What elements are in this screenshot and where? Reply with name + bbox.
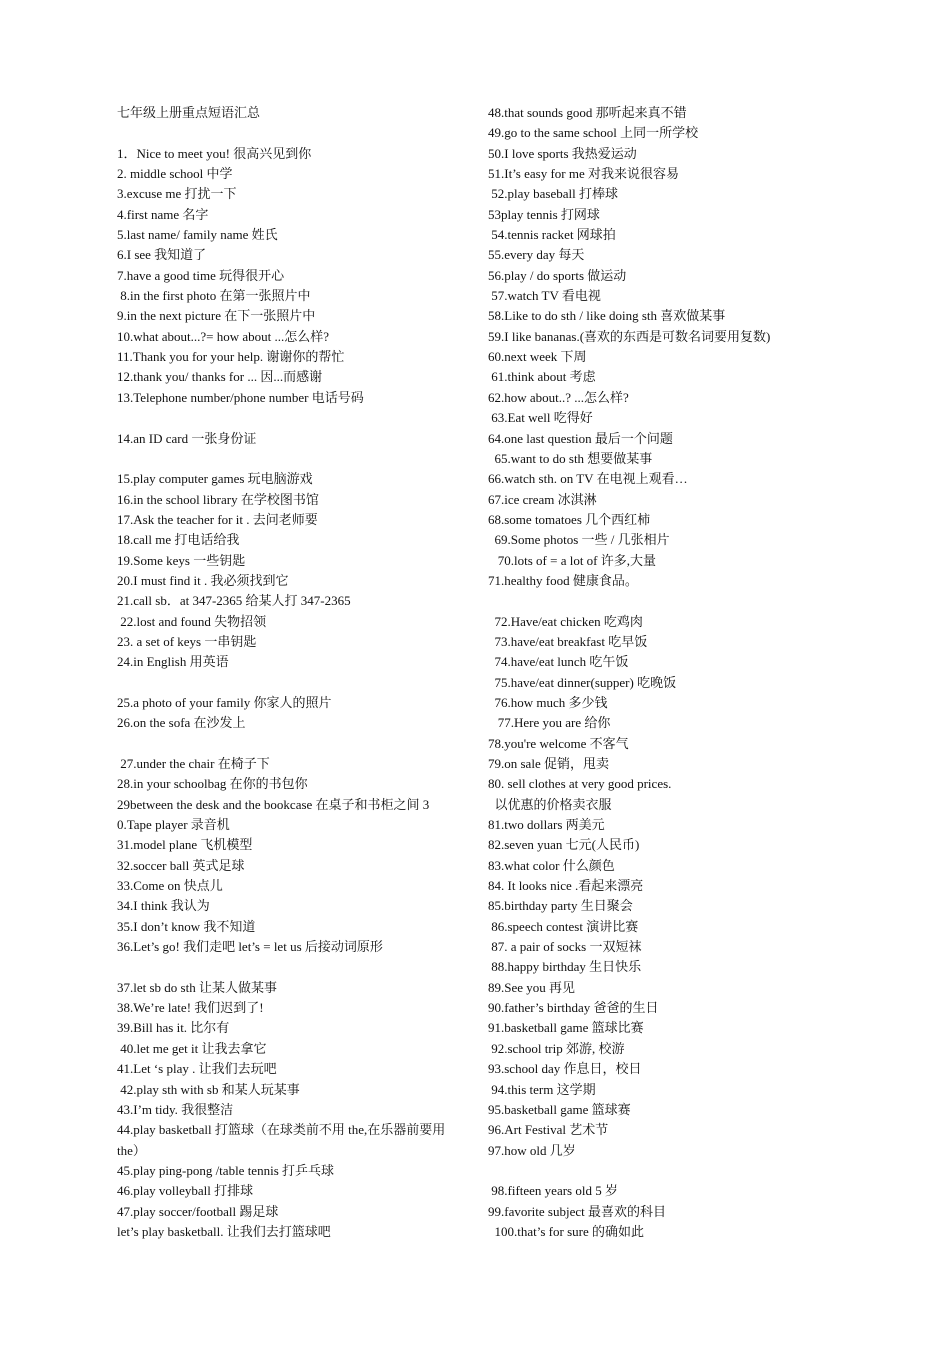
phrase-line: 10.what about...?= how about ...怎么样? — [117, 328, 330, 344]
phrase-line: 33.Come on 快点儿 — [117, 878, 223, 894]
phrase-line: 84. It looks nice .看起来漂亮 — [488, 878, 644, 894]
phrase-line — [117, 449, 467, 469]
phrase-line: 89.See you 再见 — [488, 979, 576, 995]
phrase-line: 7.have a good time 玩得很开心 — [117, 267, 285, 283]
phrase-line: 61.think about 考虑 — [488, 369, 596, 385]
phrase-line: 64.one last question 最后一个问题 — [488, 430, 673, 446]
phrase-line: 52.play baseball 打棒球 — [488, 186, 618, 202]
phrase-line: 97.how old 几岁 — [488, 1142, 576, 1158]
phrase-line: 77.Here you are 给你 — [488, 715, 611, 731]
phrase-line: 11.Thank you for your help. 谢谢你的帮忙 — [117, 349, 345, 365]
phrase-line: 26.on the sofa 在沙发上 — [117, 715, 246, 731]
phrase-line: 43.I’m tidy. 我很整洁 — [117, 1101, 234, 1117]
phrase-line: 66.watch sth. on TV 在电视上观看… — [488, 471, 688, 487]
phrase-line: 58.Like to do sth / like doing sth 喜欢做某事 — [488, 308, 726, 324]
phrase-line: 8.in the first photo 在第一张照片中 — [117, 288, 311, 304]
phrase-line: 24.in English 用英语 — [117, 654, 229, 670]
phrase-line: 67.ice cream 冰淇淋 — [488, 491, 597, 507]
phrase-line: 51.It’s easy for me 对我来说很容易 — [488, 166, 680, 182]
phrase-line: 79.on sale 促销，甩卖 — [488, 756, 609, 771]
phrase-line: 74.have/eat lunch 吃午饭 — [488, 654, 629, 670]
phrase-line: 31.model plane 飞机模型 — [117, 837, 253, 853]
phrase-line: 86.speech contest 演讲比赛 — [488, 918, 639, 934]
phrase-line: 29between the desk and the bookcase 在桌子和书柜之间 3 — [117, 796, 430, 812]
phrase-line: 2. middle school 中学 — [117, 166, 233, 182]
phrase-line: 4.first name 名字 — [117, 206, 209, 222]
phrase-line: 42.play sth with sb 和某人玩某事 — [117, 1081, 300, 1097]
phrase-line: 56.play / do sports 做运动 — [488, 267, 627, 283]
phrase-line — [117, 408, 467, 428]
phrase-line: 54.tennis racket 网球拍 — [488, 227, 616, 243]
phrase-line: 91.basketball game 篮球比赛 — [488, 1020, 644, 1036]
phrase-line: 63.Eat well 吃得好 — [488, 410, 593, 426]
phrase-line: 88.happy birthday 生日快乐 — [488, 959, 642, 975]
phrase-line: 6.I see 我知道了 — [117, 247, 207, 263]
phrase-line: 48.that sounds good 那听起来真不错 — [488, 105, 687, 120]
phrase-line: 32.soccer ball 英式足球 — [117, 857, 245, 873]
phrase-line: 94.this term 这学期 — [488, 1081, 596, 1097]
phrase-line: 0.Tape player 录音机 — [117, 817, 230, 833]
phrase-line: 57.watch TV 看电视 — [488, 288, 601, 304]
phrase-line: 25.a photo of your family 你家人的照片 — [117, 694, 332, 710]
phrase-line: 17.Ask the teacher for it . 去问老师要 — [117, 511, 318, 527]
phrase-line: 37.let sb do sth 让某人做某事 — [117, 979, 277, 995]
phrase-line: 23. a set of keys 一串钥匙 — [117, 633, 257, 649]
phrase-line: 82.seven yuan 七元(人民币) — [488, 837, 640, 853]
phrase-line: 1．Nice to meet you! 很高兴见到你 — [117, 145, 312, 161]
left-column — [117, 103, 467, 1242]
phrase-line — [488, 1161, 828, 1181]
phrase-line: the） — [117, 1142, 146, 1158]
phrase-line: 92.school trip 郊游, 校游 — [488, 1040, 625, 1056]
phrase-line: 46.play volleyball 打排球 — [117, 1183, 254, 1199]
phrase-line: 21.call sb．at 347-2365 给某人打 347-2365 — [117, 593, 351, 609]
phrase-line: 81.two dollars 两美元 — [488, 817, 605, 833]
phrase-line: 38.We’re late! 我们迟到了! — [117, 1000, 264, 1016]
phrase-line: 14.an ID card 一张身份证 — [117, 430, 257, 446]
phrase-line: 71.healthy food 健康食品。 — [488, 572, 638, 588]
phrase-line: 16.in the school library 在学校图书馆 — [117, 491, 319, 507]
phrase-line: 以优惠的价格卖衣服 — [488, 796, 612, 812]
phrase-line: 44.play basketball 打篮球（在球类前不用 the,在乐器前要用 — [117, 1122, 446, 1138]
phrase-line: 73.have/eat breakfast 吃早饭 — [488, 633, 648, 649]
phrase-line: 99.favorite subject 最喜欢的科目 — [488, 1203, 666, 1219]
phrase-line: 69.Some photos 一些 / 几张相片 — [488, 532, 670, 548]
phrase-line: 13.Telephone number/phone number 电话号码 — [117, 389, 364, 405]
phrase-line: 83.what color 什么颜色 — [488, 857, 615, 873]
phrase-line: 47.play soccer/football 踢足球 — [117, 1203, 279, 1219]
phrase-line — [117, 957, 467, 977]
phrase-line: 22.lost and found 失物招领 — [117, 613, 267, 629]
phrase-line: 93.school day 作息日，校日 — [488, 1061, 642, 1077]
phrase-line: 27.under the chair 在椅子下 — [117, 756, 270, 771]
phrase-line: 19.Some keys 一些钥匙 — [117, 552, 246, 568]
phrase-line: 78.you're welcome 不客气 — [488, 735, 629, 751]
phrase-line: 28.in your schoolbag 在你的书包你 — [117, 776, 308, 792]
phrase-line: 41.Let ‘s play . 让我们去玩吧 — [117, 1061, 277, 1077]
phrase-line: 65.want to do sth 想要做某事 — [488, 450, 653, 466]
phrase-line: 9.in the next picture 在下一张照片中 — [117, 308, 316, 324]
phrase-line: 100.that’s for sure 的确如此 — [488, 1223, 644, 1239]
phrase-line: 72.Have/eat chicken 吃鸡肉 — [488, 613, 643, 629]
phrase-line: 15.play computer games 玩电脑游戏 — [117, 471, 313, 487]
phrase-line: 3.excuse me 打扰一下 — [117, 186, 237, 202]
phrase-line: 34.I think 我认为 — [117, 898, 210, 914]
phrase-line: 70.lots of = a lot of 许多,大量 — [488, 552, 657, 568]
phrase-line: 76.how much 多少钱 — [488, 694, 608, 710]
phrase-line: 90.father’s birthday 爸爸的生日 — [488, 1000, 659, 1016]
phrase-line: 96.Art Festival 艺术节 — [488, 1122, 609, 1138]
phrase-line: 35.I don’t know 我不知道 — [117, 918, 256, 934]
right-column — [488, 103, 828, 1242]
phrase-line: 53play tennis 打网球 — [488, 206, 600, 222]
phrase-line — [117, 123, 467, 143]
phrase-line: let’s play basketball. 让我们去打篮球吧 — [117, 1223, 331, 1239]
phrase-line — [488, 591, 828, 611]
phrase-line: 50.I love sports 我热爱运动 — [488, 145, 637, 161]
phrase-line: 68.some tomatoes 几个西红柿 — [488, 511, 651, 527]
phrase-line: 40.let me get it 让我去拿它 — [117, 1040, 267, 1056]
phrase-line: 5.last name/ family name 姓氏 — [117, 227, 278, 243]
phrase-line: 18.call me 打电话给我 — [117, 532, 240, 548]
phrase-line: 36.Let’s go! 我们走吧 let’s = let us 后接动词原形 — [117, 939, 383, 955]
phrase-line: 60.next week 下周 — [488, 349, 587, 365]
phrase-line: 49.go to the same school 上同一所学校 — [488, 125, 699, 141]
phrase-line: 39.Bill has it. 比尔有 — [117, 1020, 230, 1036]
phrase-line: 85.birthday party 生日聚会 — [488, 898, 633, 914]
phrase-line: 98.fifteen years old 5 岁 — [488, 1183, 618, 1199]
phrase-line: 75.have/eat dinner(supper) 吃晚饭 — [488, 674, 677, 690]
phrase-line: 62.how about..? ...怎么样? — [488, 389, 629, 405]
phrase-line: 59.I like bananas.(喜欢的东西是可数名词要用复数) — [488, 328, 771, 344]
phrase-line: 12.thank you/ thanks for ... 因...而感谢 — [117, 369, 323, 385]
phrase-line: 80. sell clothes at very good prices. — [488, 776, 672, 792]
phrase-line: 45.play ping-pong /table tennis 打乒乓球 — [117, 1162, 335, 1178]
document-title: 七年级上册重点短语汇总 — [117, 105, 261, 120]
phrase-line — [117, 734, 467, 754]
phrase-line — [117, 673, 467, 693]
phrase-line: 87. a pair of socks 一双短袜 — [488, 939, 642, 955]
phrase-line: 95.basketball game 篮球赛 — [488, 1101, 631, 1117]
phrase-line: 20.I must find it . 我必须找到它 — [117, 572, 289, 588]
phrase-line: 55.every day 每天 — [488, 247, 585, 263]
